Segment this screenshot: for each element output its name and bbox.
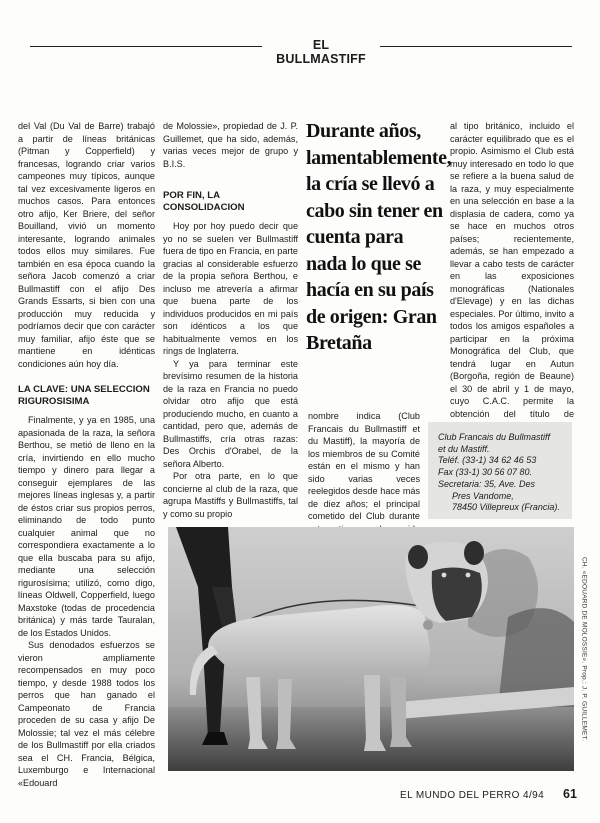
photo-credit-text: CH. «EDOUARD DE MOLOSSIE». Prop.: J. P. GUILLEMET. <box>580 557 588 741</box>
club-info-text <box>428 422 572 514</box>
pull-quote: Durante años, lamentablemente, la cría se llevó a cabo sin tener en cuenta para nada lo que se hacía en su país de origen: Gran Bretaña <box>306 120 452 354</box>
photo-credit <box>575 527 593 771</box>
club-address-line-1: Secretaria: 35, Ave. Des <box>438 478 536 489</box>
col3-paragraph-1: nombre indica (Club Francais du Bullmastiff et du Mastiff), la mayoría de los miembros de su Comité están en el mismo y han sido varias veces reelegidos desde hace más de diez años; el principal cometido del Club durante <box>308 411 420 521</box>
col1-paragraph-1: del Val (Du Val de Barre) trabajó a partir de líneas británicas (Pitman y Copperfield) y francesas, logrando criar varios campeones muy típicos, aunque tal vez excesivamente ligeros en muchos casos. Para entonces otro afijo, Ker Briere, del señor Bouilland, vivió un momento interesante, logrando animales todos ellos muy similares. Fue también en esa época cuando la señora Jacob comenzó a criar Bullmastiff con el afijo Des Grands Essarts, si bien con una producción muy reducida y podríamos decir que con carácter muy familiar, afijo éste que se mantiene en idénticas condiciones aún hoy día. <box>18 121 155 369</box>
col2-paragraph-3: Y ya para terminar este brevísimo resumen de la historia de la raza en Francia no puedo olvidar otro afijo que está produciendo mucho, en cuanto a cantidad, pero que, además de Bullmastiffs, cría otras razas: Des Orchis d'Orabel, de la señora Alberto. <box>163 358 298 469</box>
header-rule-left <box>30 46 262 47</box>
column-2 <box>163 120 298 520</box>
col1-heading: LA CLAVE: UNA SELECCION RIGUROSISIMA <box>18 384 150 407</box>
col2-paragraph-1: de Molossie», propiedad de J. P. Guillemet, que ha sido, además, varias veces mejor de grupo y B.I.S. <box>163 121 298 169</box>
club-info-box <box>428 422 572 519</box>
club-address-line-3: 78450 Villepreux (Francia). <box>452 502 560 513</box>
col2-heading: POR FIN, LA CONSOLIDACION <box>163 190 245 213</box>
section-title: EL BULLMASTIFF <box>268 38 374 66</box>
col1-paragraph-3: Sus denodados esfuerzos se vieron ampliamente recompensados en muy poco tiempo, y desde 1988 todos los perros que han ganado el Campeonato de Francia proceden de su casa y afijo De Molossie; tal vez el más célebre de los Bullmastiff por ella criados sea el CH. Francia, Bélgica, Luxemburgo e Internacional «Edouard <box>18 640 155 788</box>
col2-paragraph-4: Por otra parte, en lo que concierne al club de la raza, que agrupa Mastiffs y Bullmastiffs, tal y como su propio <box>163 471 298 519</box>
club-phone: Teléf. (33-1) 34 62 46 53 <box>438 455 537 466</box>
col1-paragraph-2: Finalmente, y ya en 1985, una apasionada de la raza, la señora Berthou, se metió de lleno en la cría, invirtiendo en ello mucho tiempo y dinero para llegar a conseguir ejemplares de las mejores líneas inglesas y, a partir de éstos criar sus propios perros, eliminando de todo punto cualquier animal que no correspondiera exactamente a lo que ella buscaba para su afijo, mediante una selección rigurosísima; utilizó, como digo, líneas Oldwell, Copperfield, luego Maxstoke (todas de procedencia británica) y más tarde Tauralan, de los Estados Unidos. <box>18 415 155 638</box>
club-name-line-1: Club Francais du Bullmastiff <box>438 432 551 442</box>
bullmastiff-photo <box>168 527 574 771</box>
club-fax: Fax (33-1) 30 56 07 80. <box>438 467 533 478</box>
page-number: 61 <box>563 787 577 801</box>
col4-paragraph-1: al tipo británico, incluido el carácter equilibrado que es el propio. Asimismo el Club está muy interesado en todo lo que se refiere a la buena salud de la raza, y muy especialmente en una selección en base a la displasia de cadera, como ya se hace en muchos otros países; recientemente, además, se han empezado a llevar a cabo tests de carácter en las exposiciones monográficas (Nationales d'Elevage) y en las dichas especiales. Por último, invito a todos los amigos españoles a participar en la próxima Monográfica del Club, que tendrá lugar en Autun (Borgoña, región de Beaune) el 30 de abril y 1 de mayo, cuyo C.A.C. permite la obtención del título de <box>450 121 574 419</box>
header-rule-right <box>380 46 572 47</box>
column-1 <box>18 120 155 789</box>
club-address-line-2: Pres Vandome, <box>452 490 514 501</box>
col2-paragraph-2: Hoy por hoy puedo decir que yo no se suelen ver Bullmastiff fuera de tipo en Francia, en parte gracias al considerable esfuerzo de la propia señora Berthou, e incluso me atrevería a afirmar que buena parte de los individuos producidos en mi país son idénticos a los que habitualmente vemos en los rings de Inglaterra. <box>163 221 298 356</box>
club-name-line-2: et du Mastiff. <box>438 443 490 454</box>
bullmastiff-photo-illustration <box>168 527 574 771</box>
magazine-issue: EL MUNDO DEL PERRO 4/94 <box>400 790 545 801</box>
column-4 <box>450 120 574 433</box>
